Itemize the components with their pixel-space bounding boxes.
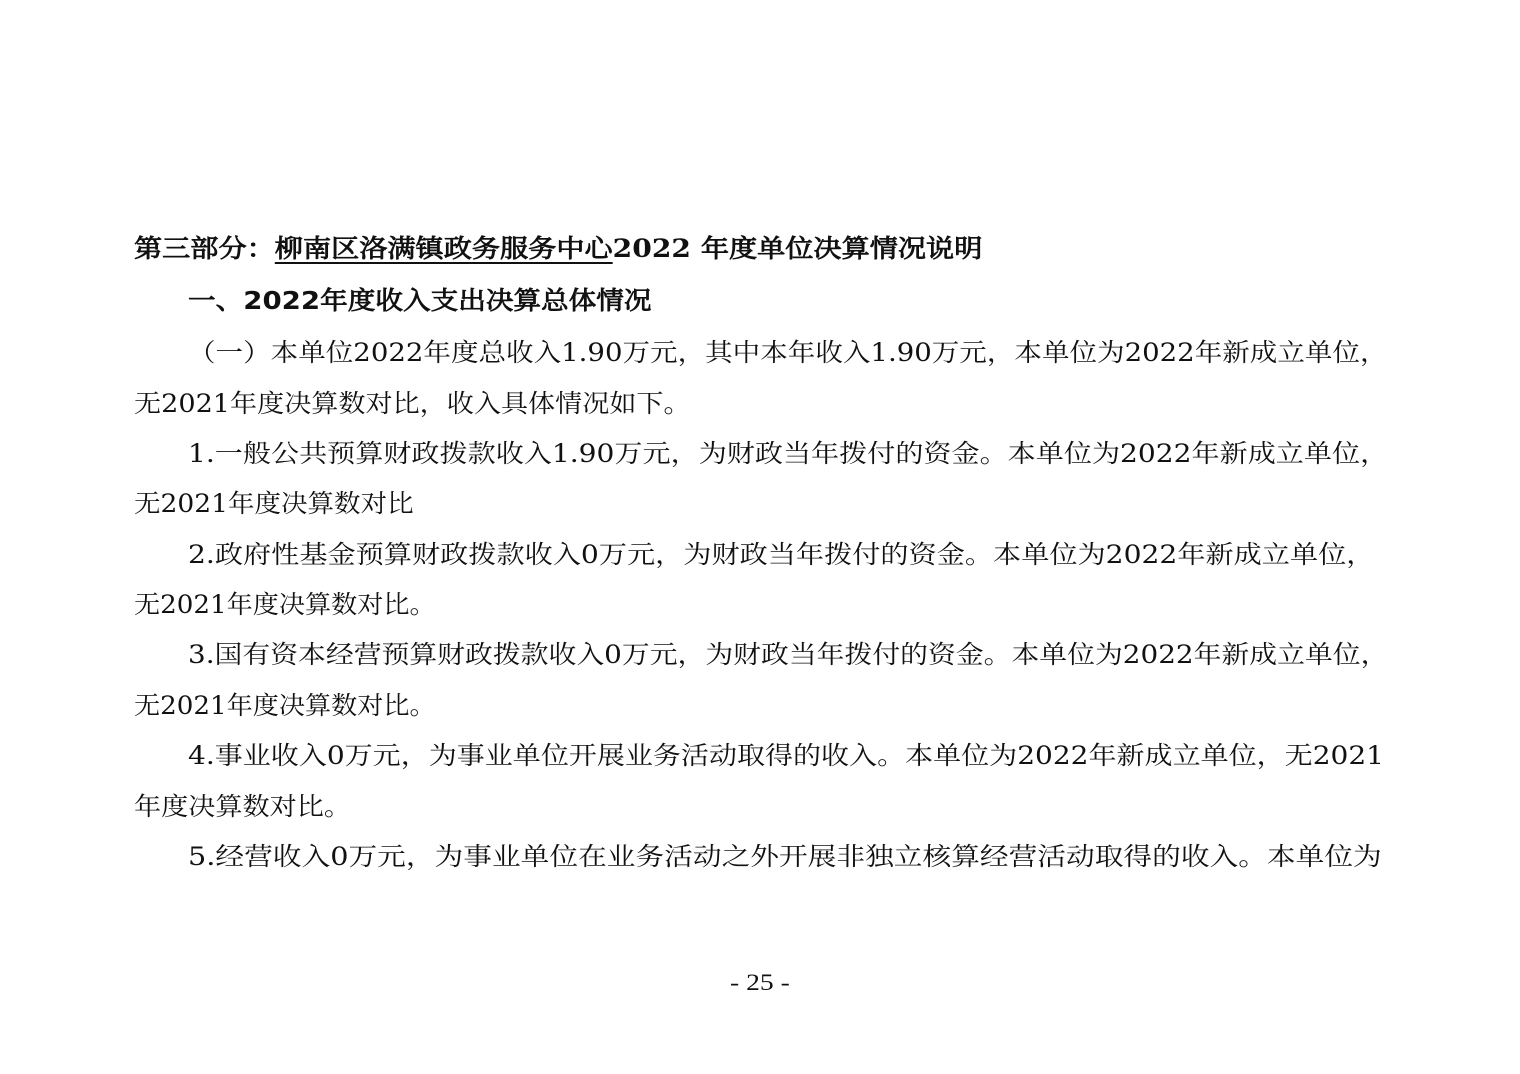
paragraph-6-line-1: 5.经营收入0万元，为事业单位在业务活动之外开展非独立核算经营活动取得的收入。本单位为 <box>188 842 1382 871</box>
part-title-suffix: 2022 年度单位决算情况说明 <box>612 234 983 263</box>
paragraph-4-line-1: 3.国有资本经营预算财政拨款收入0万元，为财政当年拨付的资金。本单位为2022年新成立单位， <box>188 640 1389 669</box>
paragraph-1-line-1: （一）本单位2022年度总收入1.90万元，其中本年收入1.90万元，本单位为2022年新成立单位， <box>188 338 1388 367</box>
part-title-prefix: 第三部分： <box>134 234 275 263</box>
paragraph-3-line-2: 无2021年度决算数对比。 <box>134 590 436 619</box>
part-title <box>134 232 982 266</box>
paragraph-3-line-1: 2.政府性基金预算财政拨款收入0万元，为财政当年拨付的资金。本单位为2022年新成立单位， <box>188 540 1375 569</box>
page-number: - 25 - <box>730 970 790 995</box>
paragraph-2-line-1: 1.一般公共预算财政拨款收入1.90万元，为财政当年拨付的资金。本单位为2022年新成立单位， <box>188 439 1389 468</box>
paragraph-5-line-1: 4.事业收入0万元，为事业单位开展业务活动取得的收入。本单位为2022年新成立单位，无2021 <box>188 741 1385 770</box>
unit-name: 柳南区洛满镇政务服务中心 <box>274 234 613 263</box>
paragraph-1-line-2: 无2021年度决算数对比，收入具体情况如下。 <box>134 389 691 418</box>
paragraph-2-line-2: 无2021年度决算数对比 <box>134 489 414 518</box>
paragraph-4-line-2: 无2021年度决算数对比。 <box>134 691 436 720</box>
section-heading: 一、2022年度收入支出决算总体情况 <box>188 286 652 315</box>
paragraph-5-line-2: 年度决算数对比。 <box>134 792 352 821</box>
